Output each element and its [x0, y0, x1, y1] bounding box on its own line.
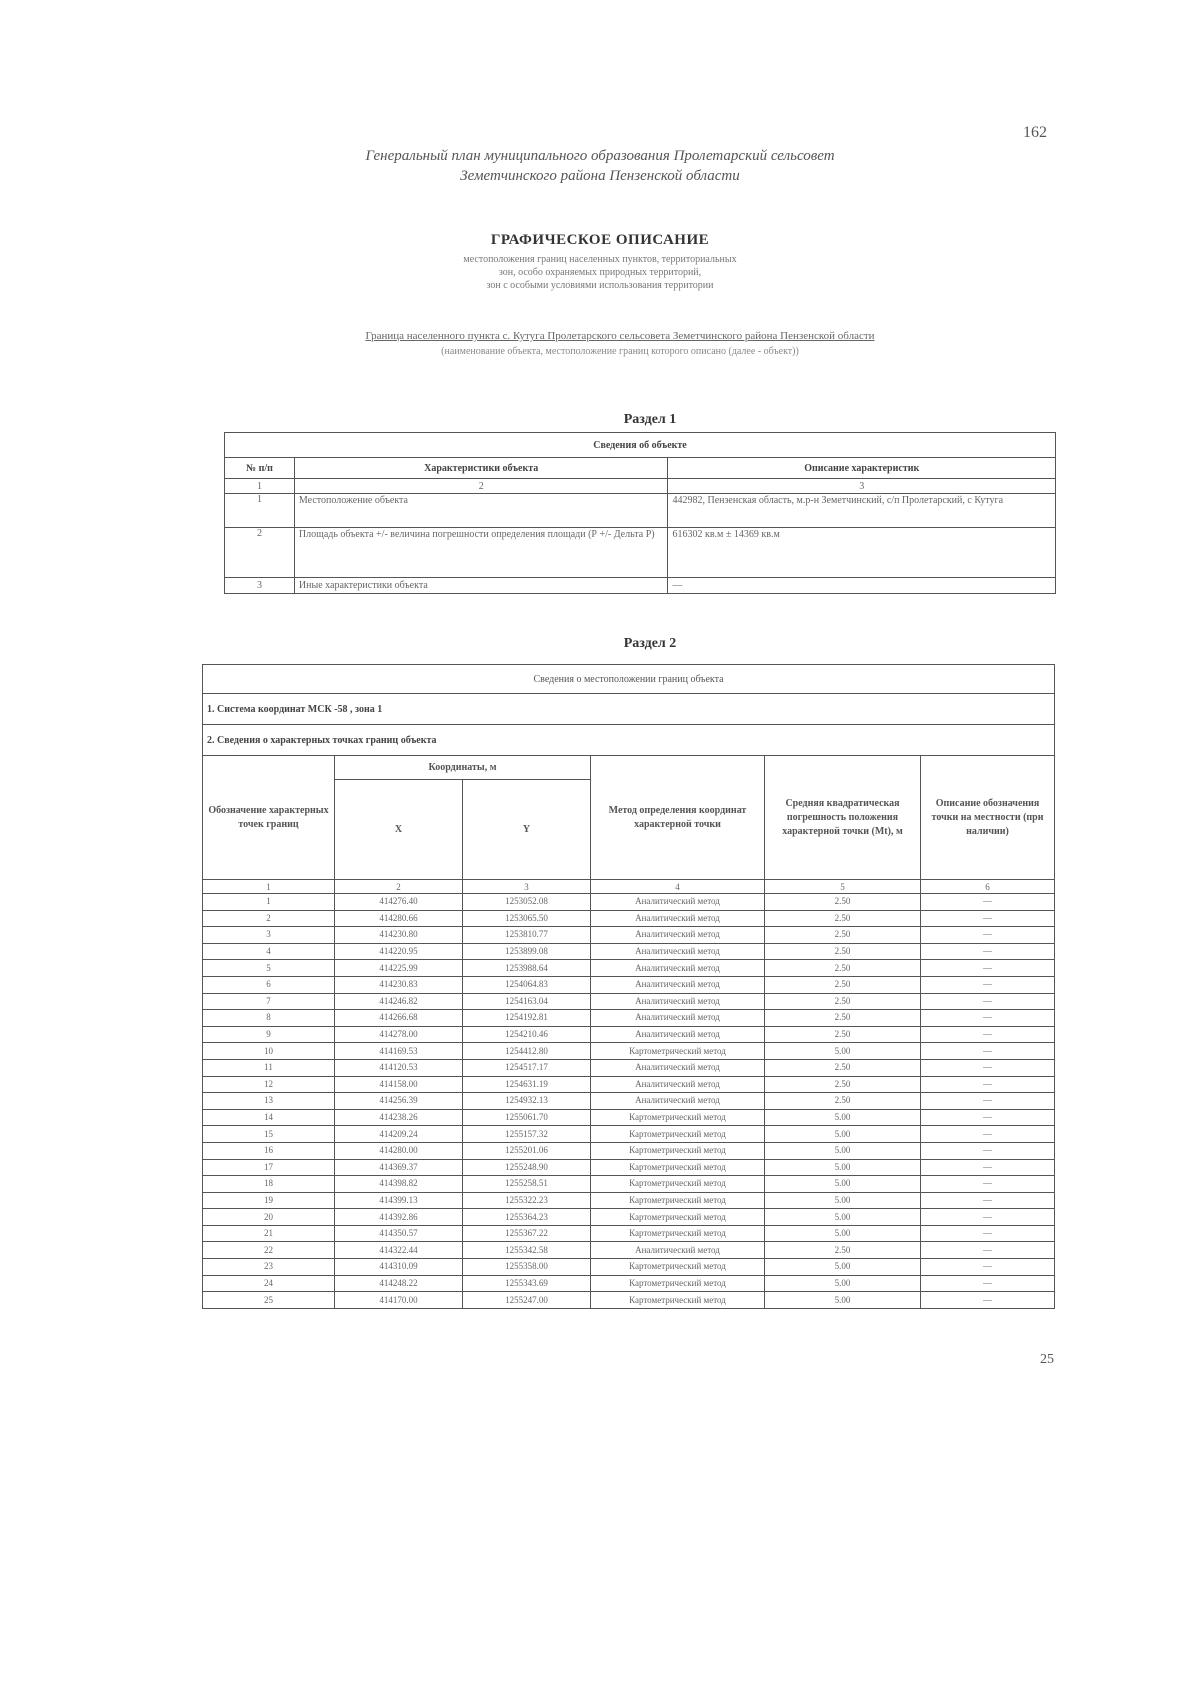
point-description: —	[921, 1209, 1055, 1226]
point-accuracy: 5.00	[765, 1109, 921, 1126]
point-accuracy: 2.50	[765, 960, 921, 977]
point-x: 414278.00	[335, 1026, 463, 1043]
point-x: 414322.44	[335, 1242, 463, 1259]
point-accuracy: 5.00	[765, 1159, 921, 1176]
point-description: —	[921, 976, 1055, 993]
point-y: 1255061.70	[463, 1109, 591, 1126]
point-accuracy: 5.00	[765, 1209, 921, 1226]
point-description: —	[921, 1043, 1055, 1060]
table-row	[203, 1043, 1055, 1060]
point-method: Аналитический метод	[591, 910, 765, 927]
table-row	[203, 1059, 1055, 1076]
point-x: 414276.40	[335, 894, 463, 911]
column-number: 2	[294, 479, 668, 494]
point-method: Аналитический метод	[591, 943, 765, 960]
col-header-x: X	[335, 780, 463, 880]
point-y: 1254064.83	[463, 976, 591, 993]
point-x: 414369.37	[335, 1159, 463, 1176]
point-description: —	[921, 927, 1055, 944]
coordinate-system: 1. Система координат МСК -58 , зона 1	[203, 694, 1055, 725]
point-x: 414158.00	[335, 1076, 463, 1093]
point-label: 18	[203, 1176, 335, 1193]
table-row	[203, 910, 1055, 927]
title-subline-1: местоположения границ населенных пунктов, территориальных	[463, 254, 737, 265]
column-number: 2	[335, 880, 463, 894]
point-y: 1253065.50	[463, 910, 591, 927]
title-block	[300, 232, 900, 292]
point-description: —	[921, 1176, 1055, 1193]
point-method: Аналитический метод	[591, 1093, 765, 1110]
point-y: 1255247.00	[463, 1292, 591, 1309]
column-number: 3	[668, 479, 1056, 494]
point-label: 23	[203, 1259, 335, 1276]
row-description: —	[668, 578, 1056, 594]
point-label: 5	[203, 960, 335, 977]
point-method: Картометрический метод	[591, 1043, 765, 1060]
table-row	[203, 927, 1055, 944]
point-label: 20	[203, 1209, 335, 1226]
point-label: 7	[203, 993, 335, 1010]
table-row	[203, 1275, 1055, 1292]
point-label: 1	[203, 894, 335, 911]
point-method: Аналитический метод	[591, 993, 765, 1010]
point-y: 1255364.23	[463, 1209, 591, 1226]
point-label: 15	[203, 1126, 335, 1143]
point-method: Аналитический метод	[591, 976, 765, 993]
point-label: 4	[203, 943, 335, 960]
row-characteristic: Площадь объекта +/- величина погрешности определения площади (Р +/- Дельта Р)	[294, 528, 668, 578]
point-method: Картометрический метод	[591, 1109, 765, 1126]
point-y: 1253810.77	[463, 927, 591, 944]
table-row	[203, 960, 1055, 977]
point-description: —	[921, 1109, 1055, 1126]
title-subline-2: зон, особо охраняемых природных территорий,	[498, 267, 702, 278]
table-row	[203, 993, 1055, 1010]
point-label: 3	[203, 927, 335, 944]
section-1-title: Раздел 1	[623, 412, 677, 427]
point-accuracy: 2.50	[765, 993, 921, 1010]
point-x: 414280.00	[335, 1142, 463, 1159]
point-description: —	[921, 1259, 1055, 1276]
point-y: 1253988.64	[463, 960, 591, 977]
point-method: Аналитический метод	[591, 1242, 765, 1259]
point-y: 1254412.80	[463, 1043, 591, 1060]
point-y: 1255322.23	[463, 1192, 591, 1209]
object-info-table	[224, 432, 1056, 594]
table-row	[203, 1076, 1055, 1093]
table-row	[203, 1026, 1055, 1043]
col-header-method: Метод определения координат характерной точки	[591, 756, 765, 880]
point-y: 1255342.58	[463, 1242, 591, 1259]
point-x: 414392.86	[335, 1209, 463, 1226]
point-method: Аналитический метод	[591, 927, 765, 944]
document-header	[260, 146, 940, 186]
point-y: 1254631.19	[463, 1076, 591, 1093]
point-description: —	[921, 943, 1055, 960]
point-method: Картометрический метод	[591, 1292, 765, 1309]
col-header-coordinates: Координаты, м	[335, 756, 591, 780]
row-description: 616302 кв.м ± 14369 кв.м	[668, 528, 1056, 578]
point-accuracy: 2.50	[765, 927, 921, 944]
table-row	[203, 976, 1055, 993]
row-characteristic: Иные характеристики объекта	[294, 578, 668, 594]
table-row	[203, 1159, 1055, 1176]
point-description: —	[921, 1275, 1055, 1292]
point-method: Аналитический метод	[591, 894, 765, 911]
row-number: 2	[225, 528, 295, 578]
point-x: 414246.82	[335, 993, 463, 1010]
point-accuracy: 5.00	[765, 1192, 921, 1209]
point-x: 414238.26	[335, 1109, 463, 1126]
object-info-caption: Сведения об объекте	[225, 433, 1056, 458]
point-description: —	[921, 1192, 1055, 1209]
point-method: Аналитический метод	[591, 1026, 765, 1043]
point-label: 2	[203, 910, 335, 927]
point-y: 1255358.00	[463, 1259, 591, 1276]
points-body	[203, 894, 1055, 1309]
table-row	[203, 1010, 1055, 1027]
point-description: —	[921, 960, 1055, 977]
col-header-description: Описание характеристик	[668, 458, 1056, 479]
point-method: Картометрический метод	[591, 1126, 765, 1143]
point-label: 22	[203, 1242, 335, 1259]
point-accuracy: 2.50	[765, 1242, 921, 1259]
point-accuracy: 5.00	[765, 1142, 921, 1159]
point-x: 414230.83	[335, 976, 463, 993]
document-title: ГРАФИЧЕСКОЕ ОПИСАНИЕ	[490, 232, 710, 248]
point-x: 414266.68	[335, 1010, 463, 1027]
point-label: 9	[203, 1026, 335, 1043]
point-description: —	[921, 1010, 1055, 1027]
table-row	[203, 1242, 1055, 1259]
point-description: —	[921, 894, 1055, 911]
col-header-y: Y	[463, 780, 591, 880]
point-method: Аналитический метод	[591, 960, 765, 977]
point-label: 14	[203, 1109, 335, 1126]
column-number: 6	[921, 880, 1055, 894]
point-accuracy: 5.00	[765, 1126, 921, 1143]
row-number: 1	[225, 494, 295, 528]
row-description: 442982, Пензенская область, м.р-н Земетчинский, с/п Пролетарский, с Кутуга	[668, 494, 1056, 528]
point-accuracy: 2.50	[765, 943, 921, 960]
point-x: 414256.39	[335, 1093, 463, 1110]
page-number: 162	[1023, 124, 1047, 141]
point-accuracy: 2.50	[765, 1010, 921, 1027]
point-description: —	[921, 1059, 1055, 1076]
table-row	[203, 1192, 1055, 1209]
point-method: Аналитический метод	[591, 1059, 765, 1076]
column-number: 3	[463, 880, 591, 894]
table-row	[203, 1109, 1055, 1126]
point-y: 1254210.46	[463, 1026, 591, 1043]
table-row	[203, 1292, 1055, 1309]
column-number: 1	[225, 479, 295, 494]
point-label: 16	[203, 1142, 335, 1159]
point-y: 1255258.51	[463, 1176, 591, 1193]
table-row	[225, 494, 1056, 528]
point-y: 1254192.81	[463, 1010, 591, 1027]
table-row	[203, 943, 1055, 960]
point-x: 414399.13	[335, 1192, 463, 1209]
col-header-number: № п/п	[225, 458, 295, 479]
point-x: 414310.09	[335, 1259, 463, 1276]
column-number: 4	[591, 880, 765, 894]
point-x: 414248.22	[335, 1275, 463, 1292]
table-row	[203, 1126, 1055, 1143]
title-subline-3: зон с особыми условиями использования территории	[486, 280, 714, 291]
point-description: —	[921, 1026, 1055, 1043]
point-label: 10	[203, 1043, 335, 1060]
point-accuracy: 5.00	[765, 1176, 921, 1193]
point-accuracy: 2.50	[765, 894, 921, 911]
point-accuracy: 2.50	[765, 1076, 921, 1093]
point-description: —	[921, 1126, 1055, 1143]
point-method: Аналитический метод	[591, 1076, 765, 1093]
table-row	[203, 1142, 1055, 1159]
table-row	[203, 1093, 1055, 1110]
point-description: —	[921, 1142, 1055, 1159]
point-accuracy: 5.00	[765, 1225, 921, 1242]
point-description: —	[921, 1225, 1055, 1242]
row-characteristic: Местоположение объекта	[294, 494, 668, 528]
table-row	[203, 1209, 1055, 1226]
row-number: 3	[225, 578, 295, 594]
point-description: —	[921, 1076, 1055, 1093]
object-caption: (наименование объекта, местоположение границ которого описано (далее - объект))	[441, 346, 799, 357]
point-y: 1254932.13	[463, 1093, 591, 1110]
point-x: 414120.53	[335, 1059, 463, 1076]
point-y: 1255343.69	[463, 1275, 591, 1292]
point-y: 1255157.32	[463, 1126, 591, 1143]
table-row	[203, 1176, 1055, 1193]
point-y: 1253052.08	[463, 894, 591, 911]
point-y: 1253899.08	[463, 943, 591, 960]
table-row	[203, 1259, 1055, 1276]
point-accuracy: 2.50	[765, 1026, 921, 1043]
point-description: —	[921, 910, 1055, 927]
point-x: 414209.24	[335, 1126, 463, 1143]
point-accuracy: 5.00	[765, 1043, 921, 1060]
point-label: 6	[203, 976, 335, 993]
point-x: 414170.00	[335, 1292, 463, 1309]
point-method: Картометрический метод	[591, 1192, 765, 1209]
point-label: 12	[203, 1076, 335, 1093]
point-method: Картометрический метод	[591, 1259, 765, 1276]
point-description: —	[921, 1093, 1055, 1110]
header-line-1: Генеральный план муниципального образования Пролетарский сельсовет	[365, 148, 835, 164]
point-accuracy: 5.00	[765, 1292, 921, 1309]
table-row	[203, 894, 1055, 911]
point-x: 414169.53	[335, 1043, 463, 1060]
point-accuracy: 2.50	[765, 910, 921, 927]
header-line-2: Земетчинского района Пензенской области	[460, 168, 740, 184]
point-x: 414398.82	[335, 1176, 463, 1193]
point-label: 21	[203, 1225, 335, 1242]
col-header-characteristic: Характеристики объекта	[294, 458, 668, 479]
point-label: 8	[203, 1010, 335, 1027]
point-accuracy: 2.50	[765, 1093, 921, 1110]
point-method: Картометрический метод	[591, 1142, 765, 1159]
point-y: 1255367.22	[463, 1225, 591, 1242]
point-method: Картометрический метод	[591, 1275, 765, 1292]
point-method: Картометрический метод	[591, 1209, 765, 1226]
footer-number: 25	[1040, 1352, 1054, 1367]
point-label: 13	[203, 1093, 335, 1110]
point-label: 19	[203, 1192, 335, 1209]
point-label: 17	[203, 1159, 335, 1176]
point-x: 414225.99	[335, 960, 463, 977]
col-header-point-description: Описание обозначения точки на местности (при наличии)	[921, 756, 1055, 880]
table-row	[203, 1225, 1055, 1242]
boundary-caption: Сведения о местоположении границ объекта	[203, 665, 1055, 694]
object-name: Граница населенного пункта с. Кутуга Пролетарского сельсовета Земетчинского района Пензенской области	[365, 330, 875, 342]
point-description: —	[921, 1292, 1055, 1309]
point-accuracy: 5.00	[765, 1275, 921, 1292]
point-label: 25	[203, 1292, 335, 1309]
point-y: 1255248.90	[463, 1159, 591, 1176]
point-x: 414350.57	[335, 1225, 463, 1242]
point-method: Картометрический метод	[591, 1159, 765, 1176]
col-header-accuracy: Средняя квадратическая погрешность положения характерной точки (Мt), м	[765, 756, 921, 880]
point-accuracy: 5.00	[765, 1259, 921, 1276]
section-2-title: Раздел 2	[623, 636, 677, 651]
point-description: —	[921, 1159, 1055, 1176]
boundary-points-table	[202, 664, 1055, 1309]
table-row	[225, 578, 1056, 594]
point-y: 1254163.04	[463, 993, 591, 1010]
point-method: Аналитический метод	[591, 1010, 765, 1027]
point-description: —	[921, 993, 1055, 1010]
point-x: 414280.66	[335, 910, 463, 927]
column-number: 5	[765, 880, 921, 894]
point-label: 24	[203, 1275, 335, 1292]
col-header-point: Обозначение характерных точек границ	[203, 756, 335, 880]
point-description: —	[921, 1242, 1055, 1259]
point-y: 1254517.17	[463, 1059, 591, 1076]
point-label: 11	[203, 1059, 335, 1076]
point-y: 1255201.06	[463, 1142, 591, 1159]
point-method: Картометрический метод	[591, 1225, 765, 1242]
point-accuracy: 2.50	[765, 976, 921, 993]
points-heading: 2. Сведения о характерных точках границ объекта	[203, 725, 1055, 756]
point-accuracy: 2.50	[765, 1059, 921, 1076]
column-number: 1	[203, 880, 335, 894]
point-method: Картометрический метод	[591, 1176, 765, 1193]
point-x: 414230.80	[335, 927, 463, 944]
table-row	[225, 528, 1056, 578]
point-x: 414220.95	[335, 943, 463, 960]
